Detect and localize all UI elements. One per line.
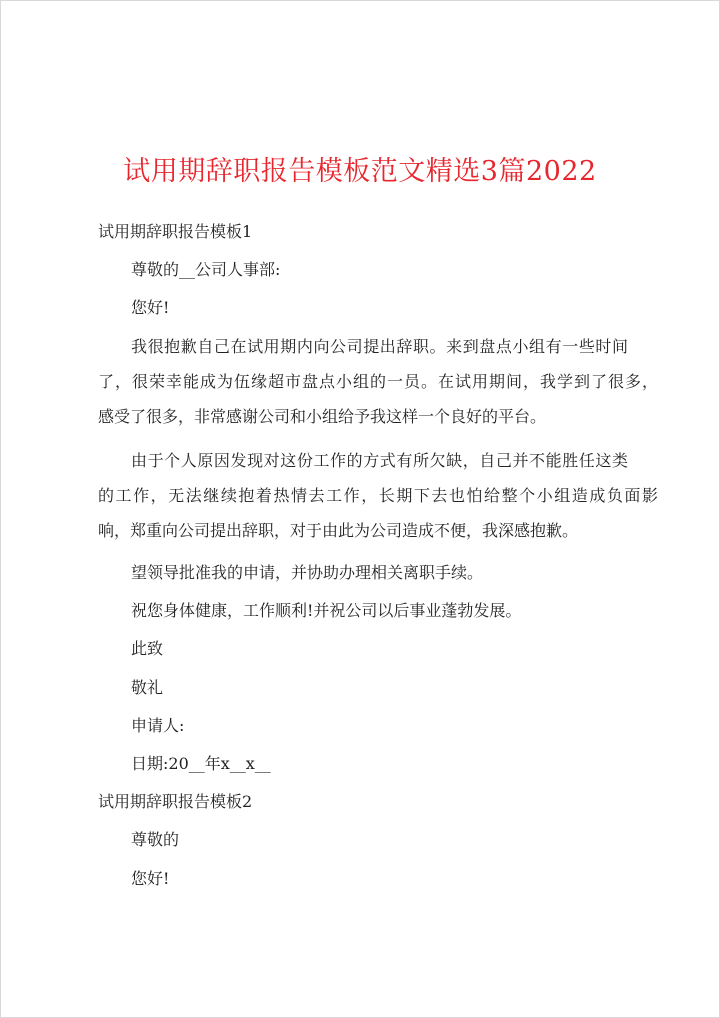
- paragraph-line: 由于个人原因发现对这份工作的方式有所欠缺，自己并不能胜任这类: [131, 451, 628, 470]
- paragraph-line: 响，郑重向公司提出辞职，对于由此为公司造成不便，我深感抱歉。: [98, 521, 579, 540]
- date-line: 日期:20__年x__x__: [131, 754, 271, 773]
- document-title: 试用期辞职报告模板范文精选3篇2022: [123, 156, 597, 187]
- closing-ci-zhi: 此致: [131, 639, 164, 658]
- closing-jing-li: 敬礼: [131, 678, 164, 697]
- section-heading-2: 试用期辞职报告模板2: [98, 792, 253, 811]
- greeting-2: 您好!: [131, 869, 170, 888]
- paragraph-line: 了，很荣幸能成为伍缘超市盘点小组的一员。在试用期间，我学到了很多，: [98, 372, 658, 391]
- paragraph-line: 的工作，无法继续抱着热情去工作，长期下去也怕给整个小组造成负面影: [98, 486, 658, 505]
- wish-line: 祝您身体健康，工作顺利!并祝公司以后事业蓬勃发展。: [131, 601, 522, 620]
- applicant-line: 申请人:: [131, 716, 185, 735]
- salutation-2: 尊敬的: [131, 830, 180, 849]
- request-line: 望领导批准我的申请，并协助办理相关离职手续。: [131, 563, 484, 582]
- greeting: 您好!: [131, 298, 170, 317]
- paragraph-line: 我很抱歉自己在试用期内向公司提出辞职。来到盘点小组有一些时间: [131, 337, 628, 356]
- paragraph-line: 感受了很多，非常感谢公司和小组给予我这样一个良好的平台。: [98, 407, 547, 426]
- salutation: 尊敬的__公司人事部:: [131, 260, 281, 279]
- section-heading-1: 试用期辞职报告模板1: [98, 222, 253, 241]
